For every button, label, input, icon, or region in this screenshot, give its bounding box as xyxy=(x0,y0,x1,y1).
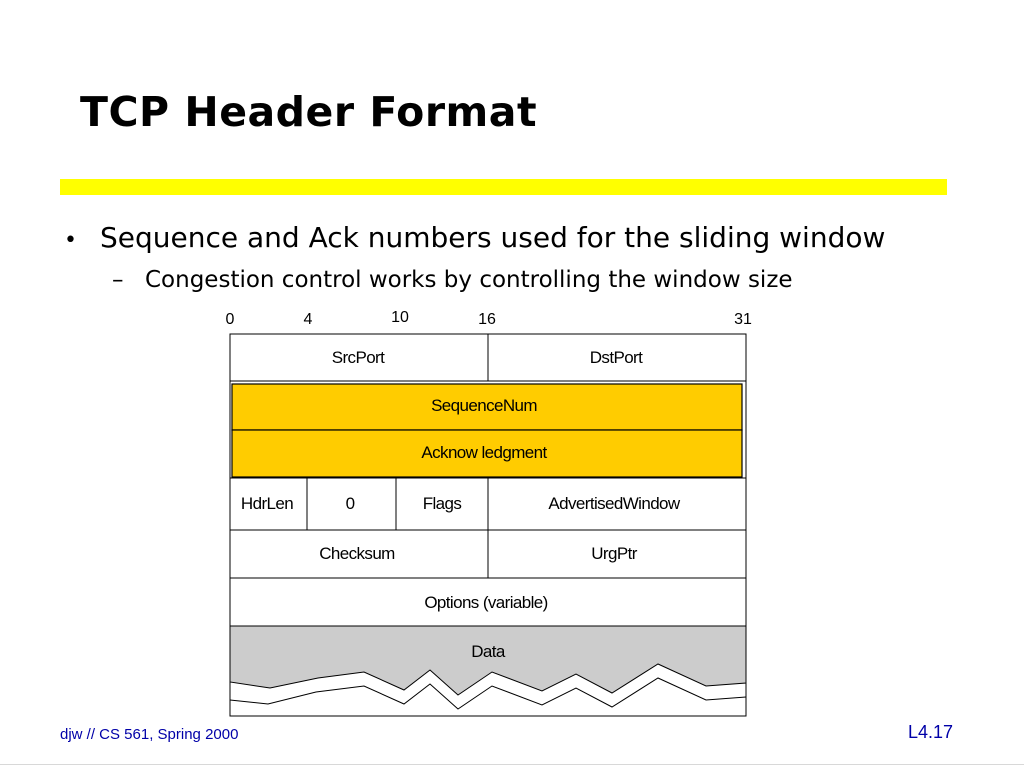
field-reserved: 0 xyxy=(345,494,355,513)
header-row-checksum xyxy=(230,530,746,578)
field-options: Options (variable) xyxy=(424,593,548,612)
sub-bullet-marker: – xyxy=(112,267,124,293)
field-sequencenum: SequenceNum xyxy=(431,396,537,415)
header-row-ports xyxy=(230,334,746,381)
sub-bullet-text: Congestion control works by controlling the window size xyxy=(145,267,793,293)
field-advertisedwindow: AdvertisedWindow xyxy=(548,494,680,513)
slide-title: TCP Header Format xyxy=(80,88,538,136)
header-row-data xyxy=(230,626,746,716)
field-hdrlen: HdrLen xyxy=(240,494,294,513)
field-flags: Flags xyxy=(422,494,462,513)
field-checksum: Checksum xyxy=(319,544,395,563)
field-srcport: SrcPort xyxy=(331,348,385,367)
field-urgptr: UrgPtr xyxy=(591,544,637,563)
bit-label-10: 10 xyxy=(391,309,409,326)
header-row-options xyxy=(230,578,746,626)
bullet-text: Sequence and Ack numbers used for the sliding window xyxy=(100,221,886,254)
footer-course-info: djw // CS 561, Spring 2000 xyxy=(60,726,239,743)
bit-label-31: 31 xyxy=(734,311,752,328)
footer-slide-number: L4.17 xyxy=(908,722,954,742)
header-row-control xyxy=(230,478,746,530)
field-data: Data xyxy=(471,642,505,661)
header-row-acknowledgment xyxy=(232,430,742,477)
bit-label-4: 4 xyxy=(303,311,313,328)
bit-label-16: 16 xyxy=(478,311,496,328)
field-dstport: DstPort xyxy=(589,348,643,367)
bit-label-0: 0 xyxy=(225,311,235,328)
header-row-sequence xyxy=(232,384,742,430)
bottom-divider xyxy=(0,764,1024,765)
field-acknowledgment: Acknow ledgment xyxy=(421,443,547,462)
bullet-marker: • xyxy=(64,228,77,253)
